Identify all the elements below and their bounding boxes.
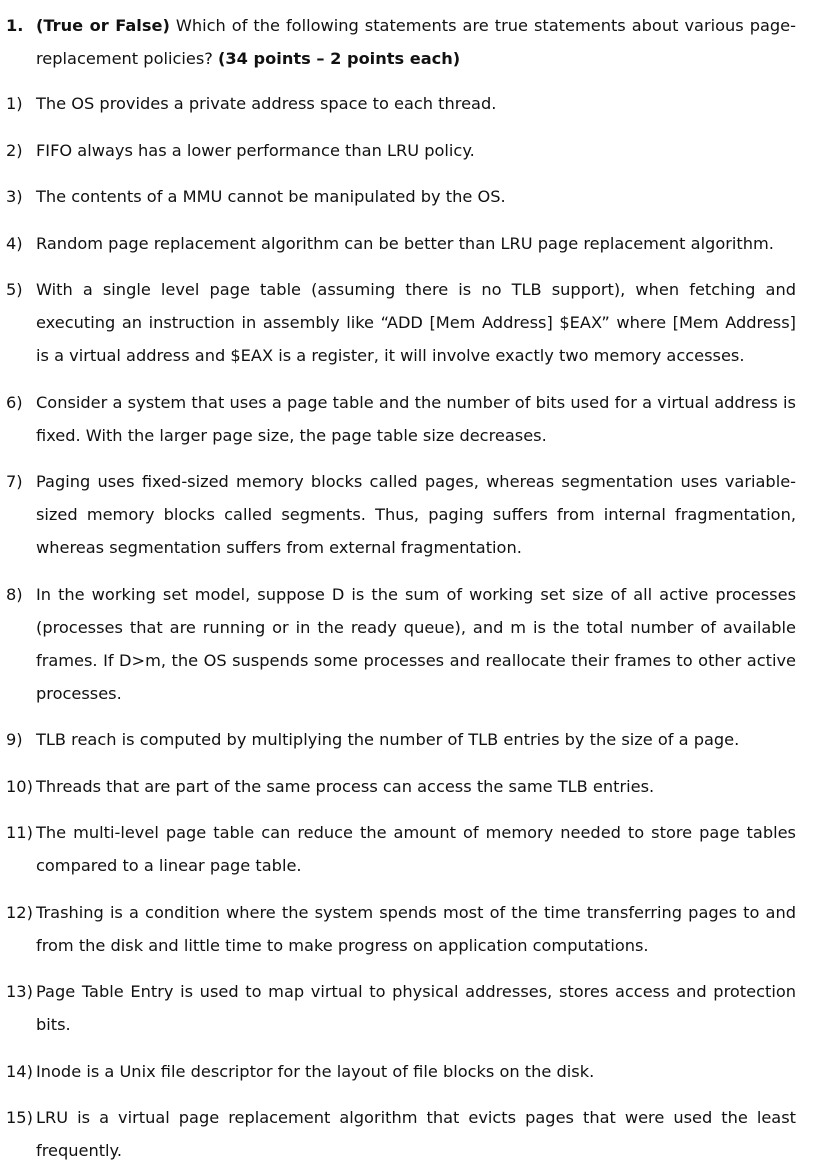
statement-number: 1) xyxy=(6,94,23,113)
statement-item xyxy=(6,816,796,882)
statement-text: TLB reach is computed by multiplying the number of TLB entries by the size of a page. xyxy=(36,730,740,749)
points-label: (34 points – 2 points each) xyxy=(218,49,461,68)
statement-item xyxy=(6,1055,796,1088)
statement-text: Threads that are part of the same process can access the same TLB entries. xyxy=(36,776,655,796)
statement-number: 6) xyxy=(6,392,23,412)
statement-item xyxy=(6,975,796,1041)
statement-number: 3) xyxy=(6,187,23,206)
statement-number: 10) xyxy=(6,776,33,796)
statement-number: 13) xyxy=(6,982,33,1001)
statement-text: Random page replacement algorithm can be better than LRU page replacement algorithm. xyxy=(36,233,774,253)
statement-text: LRU is a virtual page replacement algorithm that evicts pages that were used the least frequently. xyxy=(36,1108,796,1160)
statement-item xyxy=(6,386,796,452)
statement-text: In the working set model, suppose D is the sum of working set size of all active processes (processes that are running or in the ready queue), and m is the total number of available frames. If D>m, the OS suspends some processes and reallocate their frames to other active processes. xyxy=(36,584,796,703)
statement-number: 12) xyxy=(6,902,33,922)
statement-text: Consider a system that uses a page table and the number of bits used for a virtual address is fixed. With the larger page size, the page table size decreases. xyxy=(36,392,796,445)
statement-item xyxy=(6,465,796,564)
statement-text: Trashing is a condition where the system spends most of the time transferring pages to and from the disk and little time to make progress on application computations. xyxy=(36,902,796,955)
statement-item xyxy=(6,134,796,167)
statement-number: 11) xyxy=(6,823,33,842)
statement-text: The OS provides a private address space to each thread. xyxy=(36,94,497,113)
statement-item xyxy=(6,1101,796,1167)
question-header xyxy=(6,9,796,75)
statement-text: The contents of a MMU cannot be manipulated by the OS. xyxy=(36,187,506,206)
statement-item xyxy=(6,578,796,710)
statement-text: Inode is a Unix file descriptor for the layout of file blocks on the disk. xyxy=(36,1061,595,1081)
statement-text: With a single level page table (assuming there is no TLB support), when fetching and executing an instruction in assembly like “ADD [Mem Address] $EAX” where [Mem Address] is a virtual address and $EAX is a register, it will involve exactly two memory accesses. xyxy=(36,280,796,365)
statement-item xyxy=(6,87,796,120)
statement-number: 7) xyxy=(6,472,23,491)
statement-text: FIFO always has a lower performance than LRU policy. xyxy=(36,140,475,160)
statement-text: The multi-level page table can reduce the amount of memory needed to store page tables compared to a linear page table. xyxy=(36,823,796,875)
statement-number: 8) xyxy=(6,584,23,604)
statement-item xyxy=(6,723,796,756)
statement-text: Paging uses fixed-sized memory blocks called pages, whereas segmentation uses variable-sized memory blocks called segments. Thus, paging suffers from internal fragmentation, whereas segmentation suffers from external fragmentation. xyxy=(36,472,796,557)
statement-item xyxy=(6,770,796,803)
true-false-label: (True or False) xyxy=(36,16,170,35)
statement-number: 4) xyxy=(6,233,23,253)
statement-text: Page Table Entry is used to map virtual to physical addresses, stores access and protection bits. xyxy=(36,982,796,1034)
question-number: 1. xyxy=(6,16,24,35)
statement-number: 5) xyxy=(6,280,23,299)
statement-item xyxy=(6,227,796,260)
statement-item xyxy=(6,896,796,962)
question-prompt: Which of the following statements are true statements about various page-replacement policies? xyxy=(36,16,796,68)
statement-number: 9) xyxy=(6,730,23,749)
statement-item xyxy=(6,180,796,213)
statement-number: 14) xyxy=(6,1061,33,1081)
statement-number: 2) xyxy=(6,140,23,160)
statement-number: 15) xyxy=(6,1108,33,1127)
statement-item xyxy=(6,273,796,372)
